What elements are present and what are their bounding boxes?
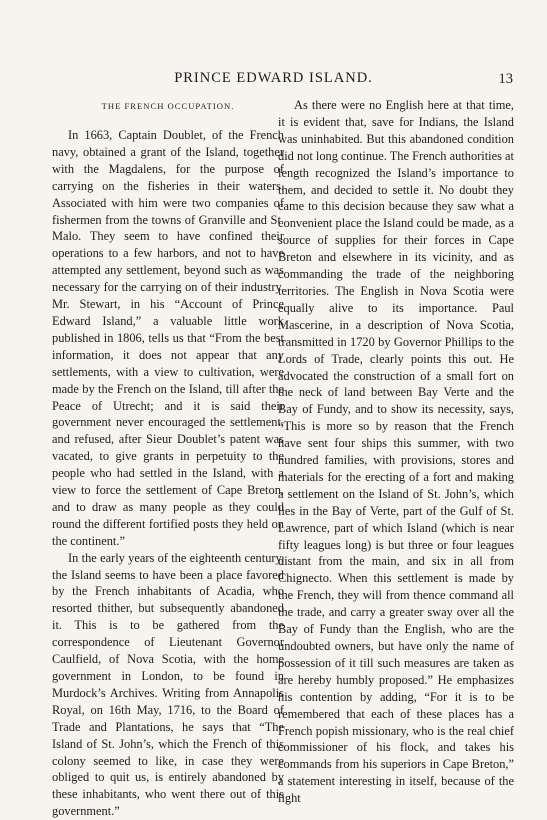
- page-number: 13: [498, 71, 513, 87]
- right-column: [278, 97, 514, 807]
- paragraph: In the early years of the eighteenth century, the Island seems to have been a place favored by the French inhabitants of Acadia, who resorted thither, but subsequently abandoned it. This is to be gathered from the correspondence of Lieutenant Governor Caulfield, of Nova Scotia, with the home government in London, to be found in Murdock’s Archives. Writing from Annapolis Royal, on 16th May, 1716, to the Board of Trade and Plantations, he says that “The Island of St. John’s, which the French of this colony seemed to like, in case they were obliged to quit us, is entirely abandoned by these inhabitants, who went there out of this government.”: [52, 550, 284, 819]
- paragraph: As there were no English here at that time, it is evident that, save for Indians, the Island was uninhabited. But this abandoned condition did not long continue. The French authorities at length recognized the Island’s importance to them, and decided to settle it. No doubt they came to this decision because they saw what a convenient place the Island could be made, as a source of supplies for their forces in Cape Breton and elsewhere in its vicinity, and as commanding the trade of the neighboring territories. The English in Nova Scotia were equally alive to its importance. Paul Mascerine, in a description of Nova Scotia, transmitted in 1720 by Governor Phillips to the Lords of Trade, clearly points this out. He advocated the construction of a small fort on the neck of land between Bay Verte and the Bay of Fundy, and to show its necessity, says, “This is more so by reason that the French have sent four ships this summer, with two hundred families, with provisions, stores and materials for the erecting of a fort and making a settlement on the Island of St. John’s, which lies in the Bay of Verte, part of the Gulf of St. Lawrence, part of which Island (which is near fifty leagues long) is but three or four leagues distant from the main, and six in all from Chignecto. When this settlement is made by the French, they will from thence command all the trade, and carry a greater sway over all the Bay of Fundy than the English, who are the undoubted owners, but have only the name of possession of it till such measures are taken as are hereby humbly proposed.” He emphasizes his contention by adding, “For it is to be remembered that each of these places has a French popish missionary, who is the real chief commissioner of his flock, and takes his commands from his superiors in Cape Breton,” a statement interesting in itself, because of the light: [278, 98, 514, 806]
- left-column: [52, 100, 284, 820]
- paragraph: In 1663, Captain Doublet, of the French navy, obtained a grant of the Island, together with the Magdalens, for the purpose of carrying on the fisheries in their waters. Associated with him were two companies of fishermen from the towns of Granville and St. Malo. They seem to have confined their operations to a few harbors, and not to have attempted any settlement, beyond such as was necessary for the carrying on of their industry. Mr. Stewart, in his “Account of Prince Edward Island,” a valuable little work published in 1806, tells us that “From the best information, it does not appear that any settlements, with a view to cultivation, were made by the French on the Island, till after the Peace of Utrecht; and it is said their government never encouraged the settlement, and refused, after Sieur Doublet’s patent was vacated, to give grants in perpetuity to the people who had settled in the Island, with a view to force the settlement of Cape Breton, and to draw as many people as they could round the different fortified posts they held on the continent.”: [52, 128, 284, 548]
- running-title: PRINCE EDWARD ISLAND.: [174, 70, 373, 86]
- running-header: [0, 70, 547, 90]
- section-heading: THE FRENCH OCCUPATION.: [101, 101, 235, 111]
